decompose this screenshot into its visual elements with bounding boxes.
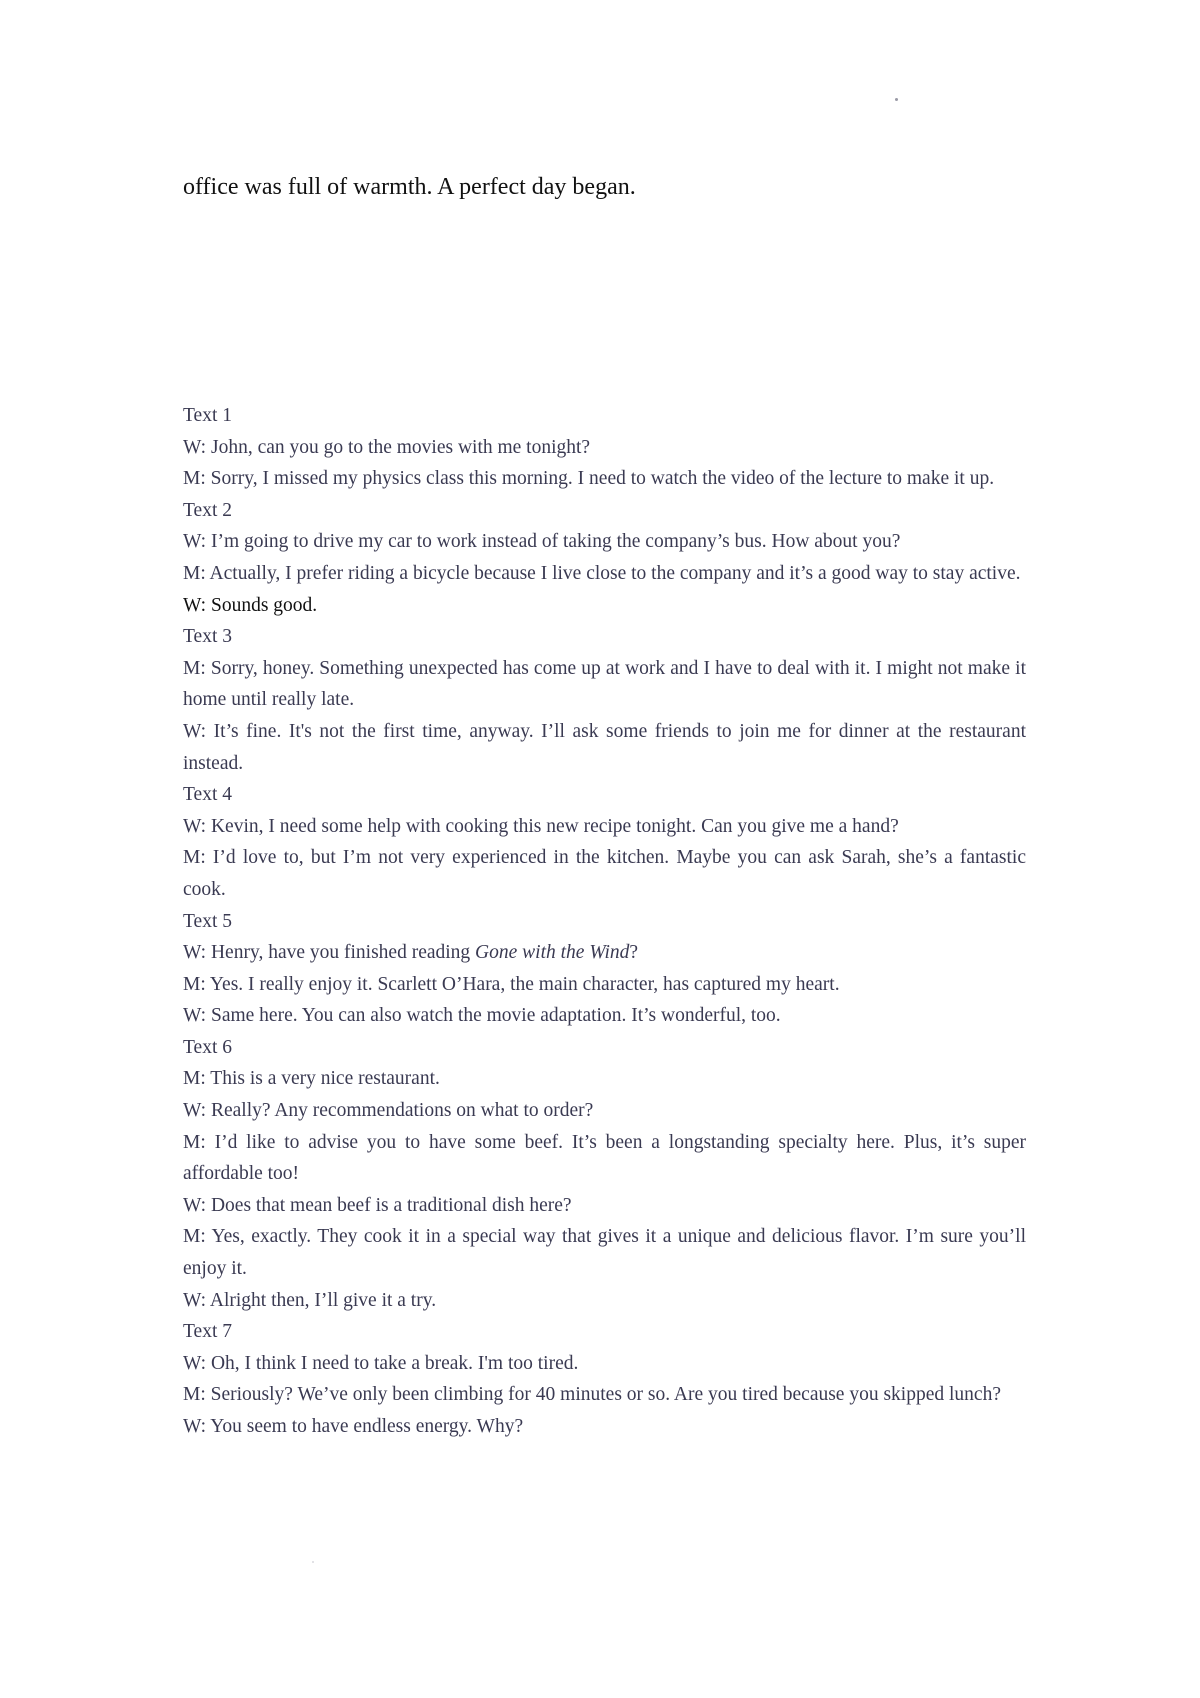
dialogue-line: W: Does that mean beef is a traditional dish here? [183, 1194, 572, 1216]
dialogue-prefix: W: Henry, have you finished reading [183, 942, 476, 964]
dialogue-line: W: Same here. You can also watch the movie adaptation. It’s wonderful, too. [183, 1005, 781, 1027]
dialogue-line: M: This is a very nice restaurant. [183, 1068, 440, 1090]
dialogue-line: M: Sorry, I missed my physics class this morning. I need to watch the video of the lecture to make it up. [183, 468, 995, 490]
dialogue-line: M: Seriously? We’ve only been climbing for 40 minutes or so. Are you tired because you skipped lunch? [183, 1384, 1001, 1406]
dialogue-line: W: Kevin, I need some help with cooking this new recipe tonight. Can you give me a hand? [183, 815, 899, 837]
scan-speck [312, 1561, 314, 1563]
dialogue-line: W: Oh, I think I need to take a break. I'm too tired. [183, 1352, 579, 1374]
text-heading: Text 7 [183, 1321, 232, 1343]
dialogue-line: W: You seem to have endless energy. Why? [183, 1416, 524, 1437]
text-heading: Text 3 [183, 626, 232, 648]
text-heading: Text 2 [183, 499, 232, 521]
dialogue-line: W: Really? Any recommendations on what to order? [183, 1100, 594, 1122]
dialogue-line: W: John, can you go to the movies with me tonight? [183, 436, 591, 458]
text-heading: Text 1 [183, 405, 232, 426]
dialogue-line: M: Yes, exactly. They cook it in a special way that gives it a unique and delicious flavor. I’m sure you’ll enjoy it. [183, 1226, 1026, 1280]
dialogue-line: M: I’d love to, but I’m not very experienced in the kitchen. Maybe you can ask Sarah, she’s a fantastic cook. [183, 847, 1026, 900]
dialogue-line: M: Sorry, honey. Something unexpected has come up at work and I have to deal with it. I might not make it home until really late. [183, 657, 1026, 711]
scan-speck [895, 98, 898, 101]
text-heading: Text 6 [183, 1036, 232, 1058]
dialogue-line: M: Actually, I prefer riding a bicycle because I live close to the company and it’s a good way to stay active. [183, 562, 1021, 584]
dialogue-suffix: ? [629, 942, 639, 964]
dialogue-line: W: Sounds good. [183, 594, 318, 616]
dialogue-line: W: Alright then, I’ll give it a try. [183, 1289, 437, 1311]
dialogue-line: W: I’m going to drive my car to work instead of taking the company’s bus. How about you? [183, 531, 901, 553]
dialogue-line [183, 937, 1026, 969]
text-heading: Text 5 [183, 910, 232, 932]
listening-transcript [183, 400, 1026, 1443]
book-title: Gone with the Wind [475, 942, 630, 964]
text-heading: Text 4 [183, 784, 232, 806]
continued-paragraph-line: office was full of warmth. A perfect day began. [183, 174, 636, 200]
dialogue-line: M: I’d like to advise you to have some beef. It’s been a longstanding specialty here. Plus, it’s super affordable too! [183, 1131, 1026, 1185]
dialogue-line: W: It’s fine. It's not the first time, anyway. I’ll ask some friends to join me for dinner at the restaurant instead. [183, 720, 1026, 774]
dialogue-line: M: Yes. I really enjoy it. Scarlett O’Hara, the main character, has captured my heart. [183, 973, 840, 995]
